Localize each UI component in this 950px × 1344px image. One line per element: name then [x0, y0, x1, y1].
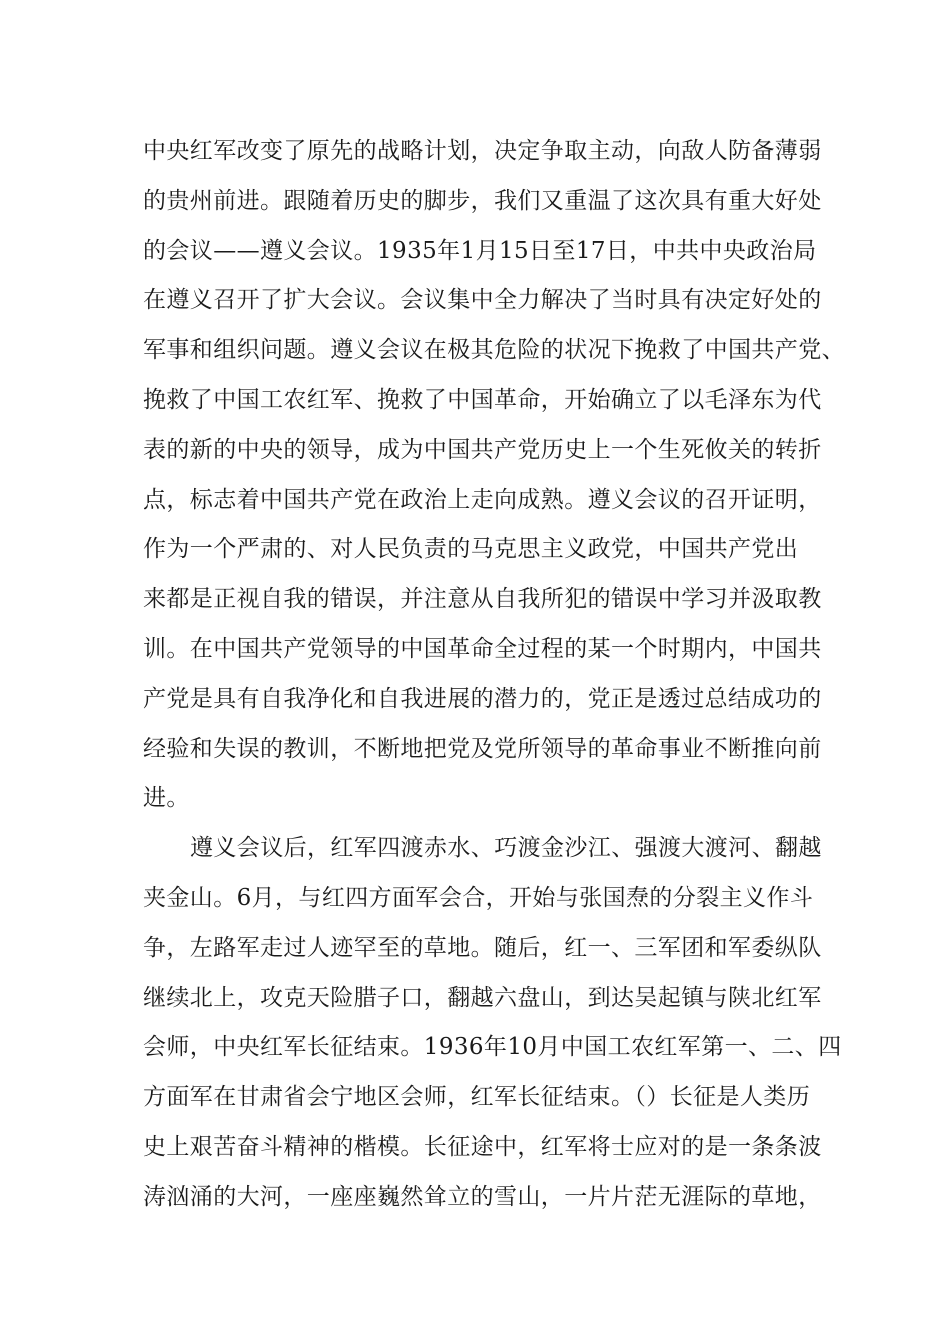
text-line: 挽救了中国工农红军、挽救了中国革命，开始确立了以毛泽东为代 [143, 386, 822, 413]
text-line: 训。在中国共产党领导的中国革命全过程的某一个时期内，中国共 [143, 635, 822, 662]
text-line: 经验和失误的教训，不断地把党及党所领导的革命事业不断推向前 [143, 735, 822, 762]
text-line: 涛汹涌的大河，一座座巍然耸立的雪山，一片片茫无涯际的草地， [143, 1183, 822, 1210]
text-line: 遵义会议后，红军四渡赤水、巧渡金沙江、强渡大渡河、翻越 [190, 835, 822, 862]
text-line: 争，左路军走过人迹罕至的草地。随后，红一、三军团和军委纵队 [143, 934, 822, 961]
text-line: 来都是正视自我的错误，并注意从自我所犯的错误中学习并汲取教 [143, 586, 822, 613]
text-line: 继续北上，攻克天险腊子口，翻越六盘山，到达吴起镇与陕北红军 [143, 984, 822, 1011]
body-text [143, 127, 845, 1223]
text-line: 史上艰苦奋斗精神的楷模。长征途中，红军将士应对的是一条条波 [143, 1133, 822, 1160]
text-line: 作为一个严肃的、对人民负责的马克思主义政党，中国共产党出 [143, 536, 799, 563]
text-line: 表的新的中央的领导，成为中国共产党历史上一个生死攸关的转折 [143, 436, 822, 463]
text-line: 产党是具有自我净化和自我进展的潜力的，党正是透过总结成功的 [143, 685, 822, 712]
text-line: 中央红军改变了原先的战略计划，决定争取主动，向敌人防备薄弱 [143, 138, 822, 164]
text-line: 在遵义召开了扩大会议。会议集中全力解决了当时具有决定好处的 [143, 287, 822, 314]
text-line: 的会议——遵义会议。1935年1月15日至17日，中共中央政治局 [143, 237, 817, 264]
text-line: 的贵州前进。跟随着历史的脚步，我们又重温了这次具有重大好处 [143, 187, 822, 214]
text-line: 点，标志着中国共产党在政治上走向成熟。遵义会议的召开证明， [143, 486, 822, 513]
text-line: 方面军在甘肃省会宁地区会师，红军长征结束。（）长征是人类历 [143, 1084, 811, 1111]
text-line: 夹金山。6月，与红四方面军会合，开始与张国焘的分裂主义作斗 [143, 884, 814, 911]
text-line: 会师，中央红军长征结束。1936年10月中国工农红军第一、二、四 [143, 1034, 842, 1061]
text-line: 军事和组织问题。遵义会议在极其危险的状况下挽救了中国共产党、 [143, 337, 845, 364]
text-line: 进。 [143, 785, 190, 812]
